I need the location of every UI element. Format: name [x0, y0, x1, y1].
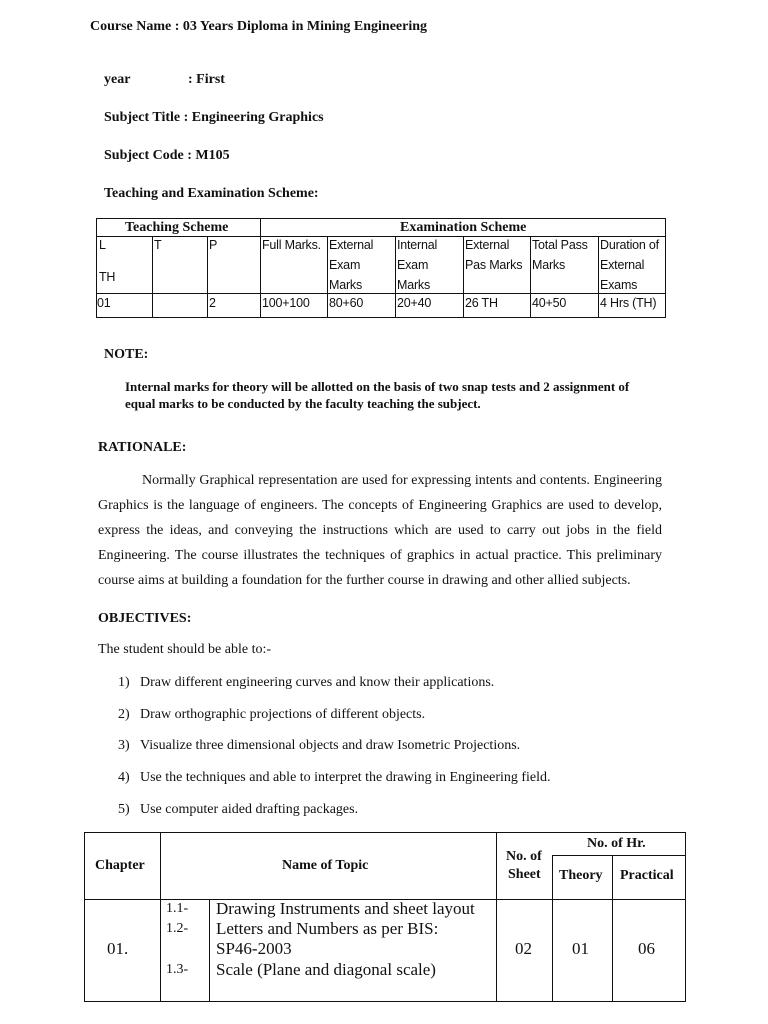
table-divider: [260, 219, 261, 317]
objective-number: 3): [118, 738, 130, 753]
sub-number: 1.3-: [166, 962, 189, 977]
table-divider: [598, 236, 599, 317]
col-duration-2: External: [600, 258, 645, 272]
col-l: L: [99, 238, 106, 252]
objective-item: [118, 770, 551, 786]
row-chapter: 01.: [107, 939, 129, 958]
col-internal-1: Internal: [397, 238, 438, 252]
topic-line: SP46-2003: [216, 939, 292, 958]
table-divider: [496, 833, 497, 1001]
rationale-paragraph: Normally Graphical representation are used for expressing intents and contents. Engineering Graphics is the language of engineers. The concepts of Engineering Graphics are used to develop, express the ideas, and conveying the instructions which are used to carry out jobs in the field Engineering. The course illustrates the techniques of graphics in actual practice. This preliminary course aims at building a foundation for the further course in drawing and other allied subjects.: [98, 473, 662, 588]
objective-text: Draw different engineering curves and know their applications.: [140, 675, 495, 690]
objectives-heading: OBJECTIVES:: [98, 611, 192, 626]
objectives-intro: The student should be able to:-: [98, 642, 272, 657]
year-value: : First: [188, 72, 225, 87]
col-full-marks: Full Marks.: [262, 238, 321, 252]
col-practical: Practical: [620, 868, 674, 883]
col-topic: Name of Topic: [282, 858, 369, 873]
col-sheet-2: Sheet: [508, 867, 541, 882]
col-sheet-1: No. of: [506, 849, 542, 864]
col-chapter: Chapter: [95, 858, 145, 873]
objective-number: 5): [118, 802, 130, 817]
row-p: 2: [209, 296, 216, 310]
row-sheet: 02: [515, 939, 532, 958]
note-heading: NOTE:: [104, 347, 149, 362]
col-total-pass-2: Marks: [532, 258, 566, 272]
teaching-scheme-header: Teaching Scheme: [125, 220, 229, 235]
objective-item: [118, 675, 494, 691]
objective-item: [118, 738, 520, 754]
col-internal-3: Marks: [397, 278, 431, 292]
objective-text: Visualize three dimensional objects and draw Isometric Projections.: [140, 738, 521, 753]
col-duration-3: Exams: [600, 278, 638, 292]
col-ext-pass-1: External: [465, 238, 510, 252]
row-internal: 20+40: [397, 296, 432, 310]
objective-number: 2): [118, 707, 130, 722]
col-external-2: Exam: [329, 258, 361, 272]
note-line-1: Internal marks for theory will be allotted on the basis of two snap tests and 2 assignment of: [125, 379, 630, 394]
table-divider: [463, 236, 464, 317]
rationale-heading: RATIONALE:: [98, 440, 187, 455]
table-divider: [530, 236, 531, 317]
table-divider: [160, 833, 161, 1001]
course-name: Course Name : 03 Years Diploma in Mining Engineering: [90, 19, 428, 34]
topic-line: Letters and Numbers as per BIS:: [216, 919, 439, 938]
row-total-pass: 40+50: [532, 296, 567, 310]
objective-item: [118, 707, 425, 723]
table-divider: [327, 236, 328, 317]
col-th: TH: [99, 270, 116, 284]
chapter-table: [84, 832, 686, 1002]
sub-number: 1.1-: [166, 901, 189, 916]
table-divider: [207, 236, 208, 317]
table-divider: [97, 293, 665, 294]
objective-text: Use computer aided drafting packages.: [140, 802, 359, 817]
col-internal-2: Exam: [397, 258, 429, 272]
objective-text: Draw orthographic projections of different objects.: [140, 707, 426, 722]
col-external-3: Marks: [329, 278, 363, 292]
col-t: T: [154, 238, 162, 252]
subject-code: Subject Code : M105: [104, 148, 230, 163]
row-theory: 01: [572, 939, 589, 958]
row-duration: 4 Hrs (TH): [600, 296, 657, 310]
topic-line: Drawing Instruments and sheet layout: [216, 899, 475, 918]
table-divider: [552, 855, 685, 856]
year-label: year: [104, 72, 131, 87]
col-hours: No. of Hr.: [587, 836, 646, 851]
table-divider: [395, 236, 396, 317]
rationale-body: [98, 468, 662, 593]
col-p: P: [209, 238, 218, 252]
table-divider: [552, 855, 553, 1001]
subject-title: Subject Title : Engineering Graphics: [104, 110, 324, 125]
row-external: 80+60: [329, 296, 364, 310]
col-theory: Theory: [559, 868, 603, 883]
row-l: 01: [97, 296, 111, 310]
col-ext-pass-2: Pas Marks: [465, 258, 523, 272]
sub-number: 1.2-: [166, 921, 189, 936]
col-duration-1: Duration of: [600, 238, 659, 252]
scheme-table: [96, 218, 666, 318]
table-divider: [152, 236, 153, 317]
row-full: 100+100: [262, 296, 310, 310]
note-line-2: equal marks to be conducted by the faculty teaching the subject.: [125, 396, 481, 411]
objective-text: Use the techniques and able to interpret the drawing in Engineering field.: [140, 770, 551, 785]
objective-item: [118, 802, 358, 818]
table-divider: [209, 899, 210, 1001]
scheme-heading: Teaching and Examination Scheme:: [104, 186, 319, 201]
row-ext-pass: 26 TH: [465, 296, 498, 310]
col-total-pass-1: Total Pass: [532, 238, 588, 252]
examination-scheme-header: Examination Scheme: [400, 220, 527, 235]
topic-line: Scale (Plane and diagonal scale): [216, 960, 436, 979]
col-external-1: External: [329, 238, 374, 252]
objective-number: 4): [118, 770, 130, 785]
objective-number: 1): [118, 675, 130, 690]
row-practical: 06: [638, 939, 655, 958]
table-divider: [612, 855, 613, 1001]
